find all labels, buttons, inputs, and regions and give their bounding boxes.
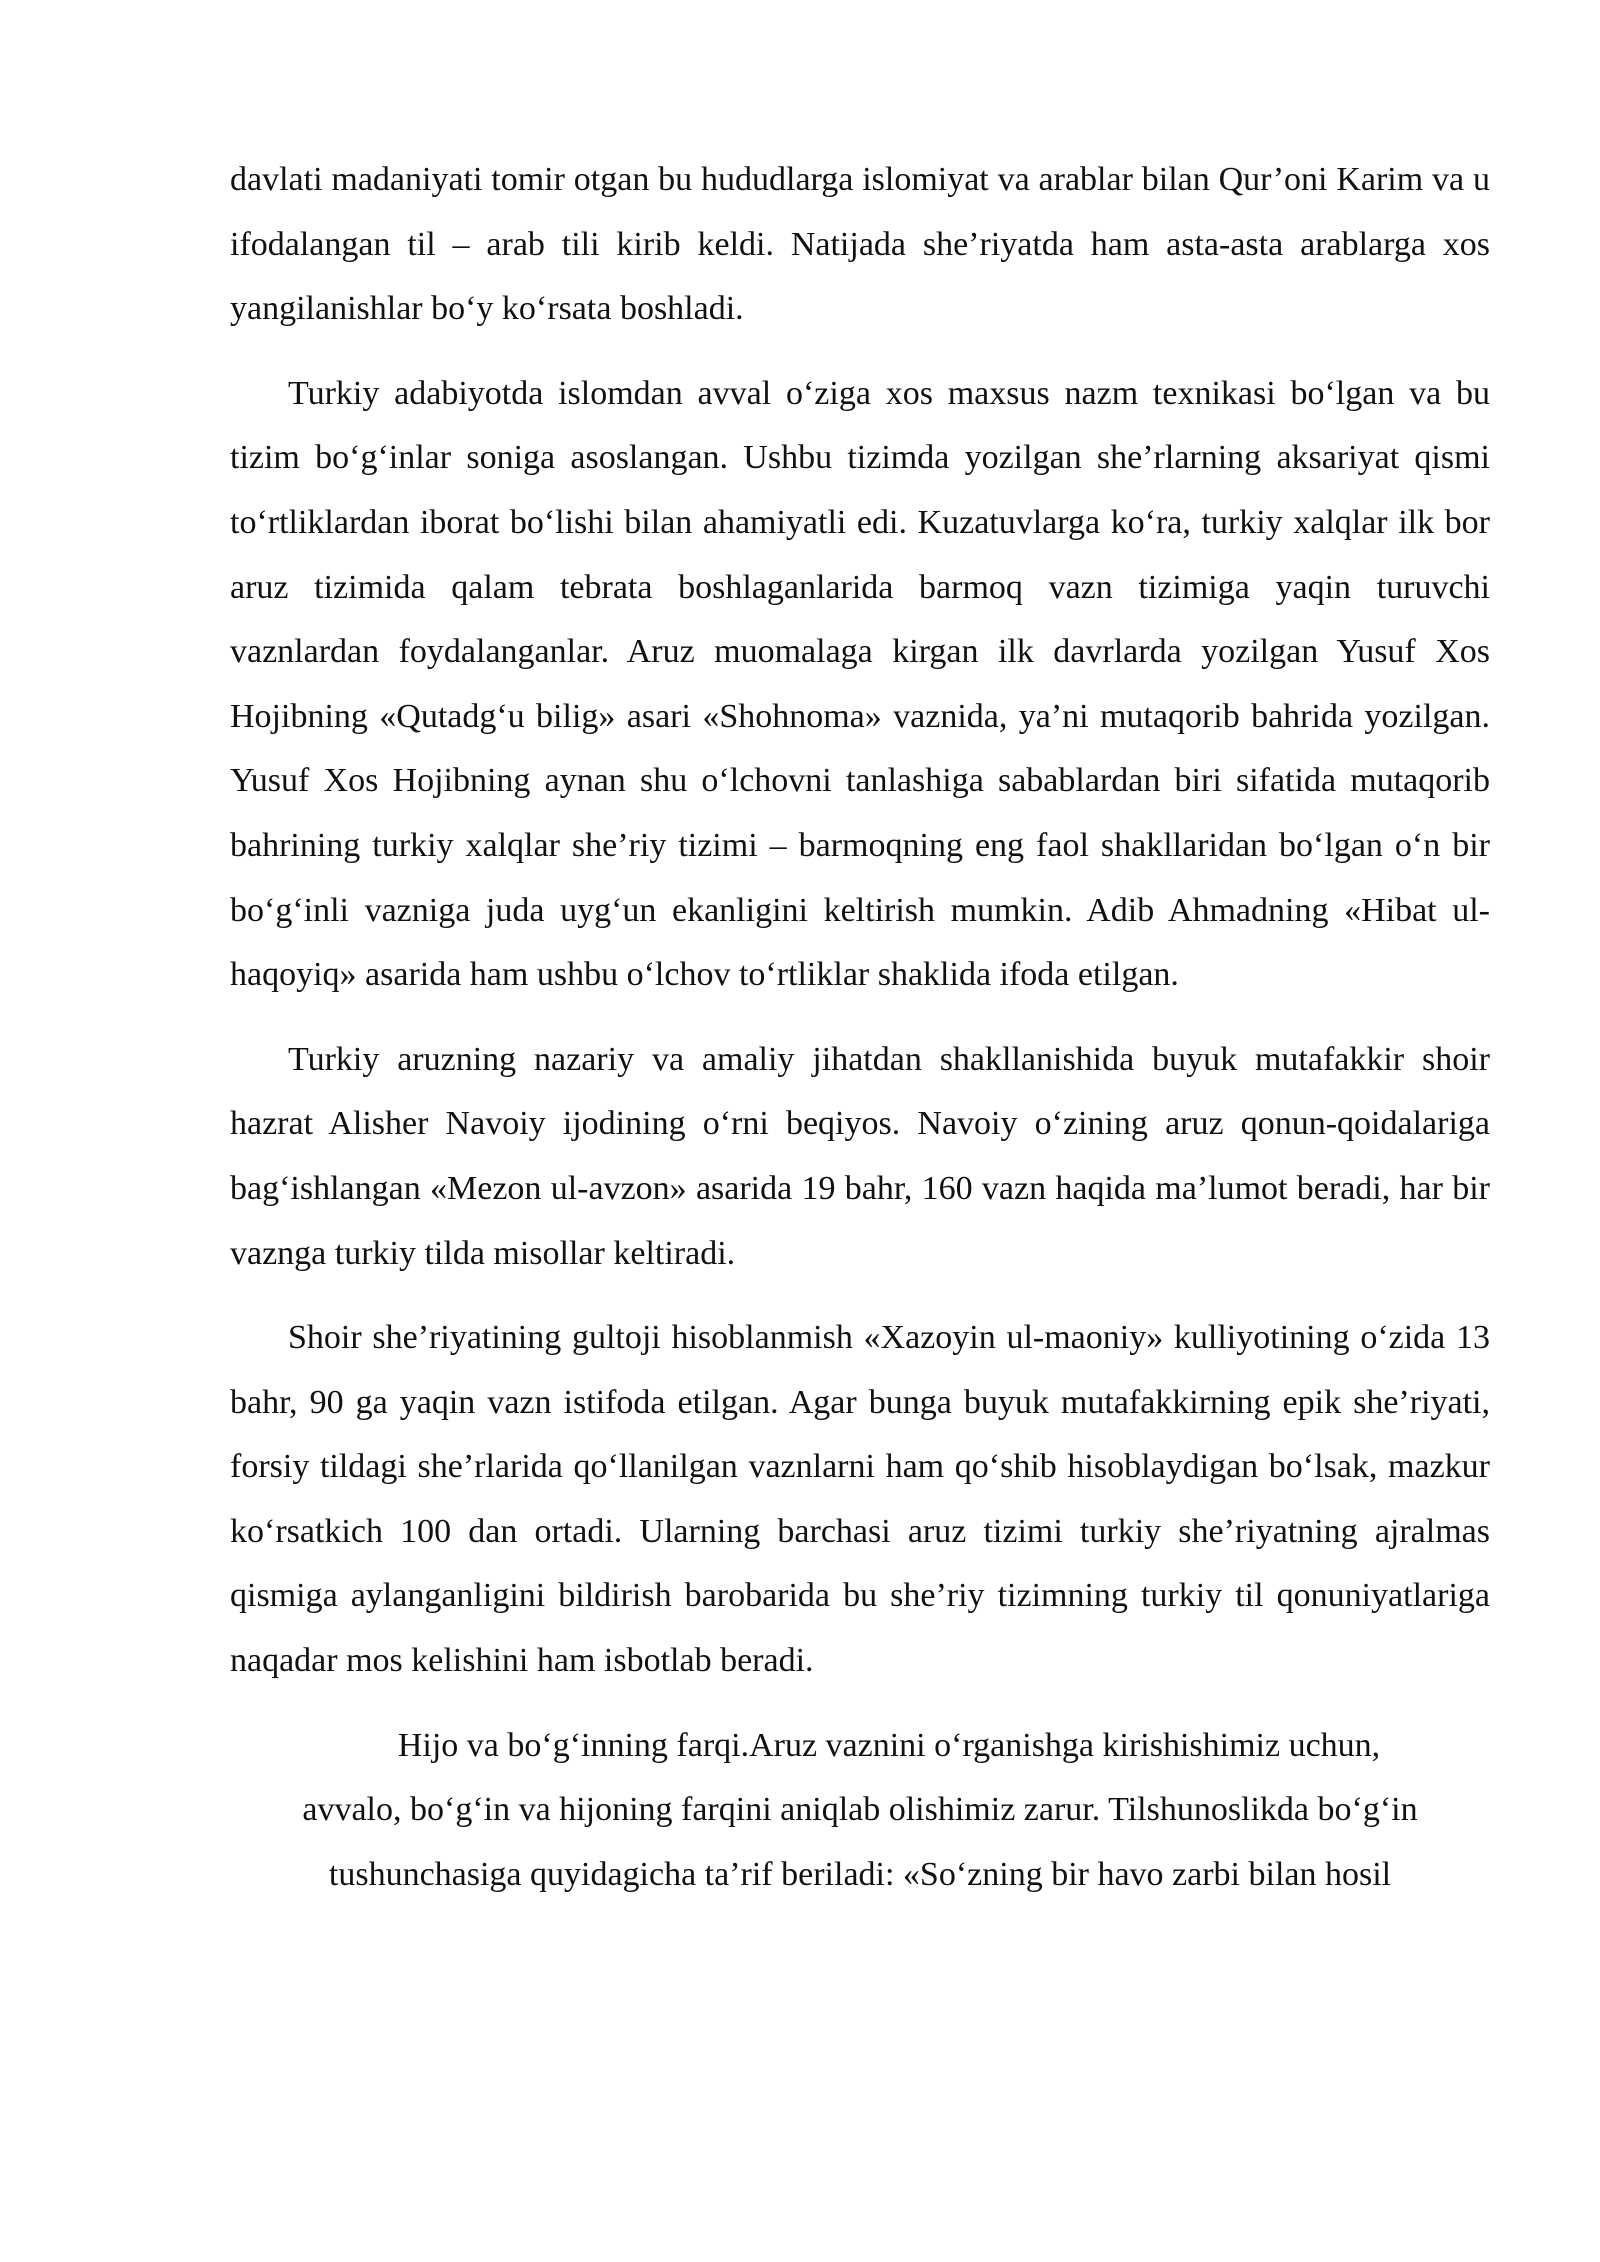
paragraph-turkiy-aruz: Turkiy aruzning nazariy va amaliy jihatdan shakllanishida buyuk mutafakkir shoir hazrat Alisher Navoiy ijodining o‘rni beqiyos. Navoiy o‘zining aruz qonun-qoidalariga bag‘ishlangan «Mezon ul-avzon» asarida 19 bahr, 160 vazn haqida ma’lumot beradi, har bir vaznga turkiy tilda misollar keltiradi. [230, 1040, 1490, 1272]
body-text [230, 148, 1490, 1907]
paragraph-continuation: davlati madaniyati tomir otgan bu hududlarga islomiyat va arablar bilan Qur’oni Karim va u ifodalangan til – arab tili kirib keldi. Natijada she’riyatda ham asta-asta arablarga xos yangilanishlar bo‘y ko‘rsata boshladi. [230, 161, 1490, 328]
paragraph-line: avvalo, bo‘g‘in va hijoning farqini aniqlab olishimiz zarur. Tilshunoslikda bo‘g‘in [302, 1791, 1418, 1829]
paragraph-xazoyin: Shoir she’riyatining gultoji hisoblanmish «Xazoyin ul-maoniy» kulliyotining o‘zida 13 bahr, 90 ga yaqin vazn istifoda etilgan. Agar bunga buyuk mutafakkirning epik she’riyati, forsiy tildagi she’rlarida qo‘llanilgan vaznlarni ham qo‘shib hisoblaydigan bo‘lsak, mazkur ko‘rsatkich 100 dan ortadi. Ularning barchasi aruz tizimi turkiy she’riyatning ajralmas qismiga aylanganligini bildirish barobarida bu she’riy tizimning turkiy til qonuniyatlariga naqadar mos kelishini ham isbotlab beradi. [230, 1319, 1490, 1680]
paragraph-line: Hijo va bo‘g‘inning farqi.Aruz vaznini o‘rganishga kirishishimiz uchun, [397, 1726, 1381, 1764]
paragraph-turkiy-adabiyot: Turkiy adabiyotda islomdan avval o‘ziga xos maxsus nazm texnikasi bo‘lgan va bu tizim bo‘g‘inlar soniga asoslangan. Ushbu tizimda yozilgan she’rlarning aksariyat qismi to‘rtliklardan iborat bo‘lishi bilan ahamiyatli edi. Kuzatuvlarga ko‘ra, turkiy xalqlar ilk bor aruz tizimida qalam tebrata boshlaganlarida barmoq vazn tizimiga yaqin turuvchi vaznlardan foydalanganlar. Aruz muomalaga kirgan ilk davrlarda yozilgan Yusuf Xos Hojibning «Qutadg‘u bilig» asari «Shohnoma» vaznida, ya’ni mutaqorib bahrida yozilgan. Yusuf Xos Hojibning aynan shu o‘lchovni tanlashiga sabablardan biri sifatida mutaqorib bahrining turkiy xalqlar she’riy tizimi – barmoqning eng faol shakllaridan bo‘lgan o‘n bir bo‘g‘inli vazniga juda uyg‘un ekanligini keltirish mumkin. Adib Ahmadning «Hibat ul-haqoyiq» asarida ham ushbu o‘lchov to‘rtliklar shaklida ifoda etilgan. [230, 374, 1490, 994]
paragraph-line: tushunchasiga quyidagicha ta’rif beriladi: «So‘zning bir havo zarbi bilan hosil [328, 1855, 1392, 1893]
paragraph-hijo-va-bogin [230, 1714, 1490, 1908]
